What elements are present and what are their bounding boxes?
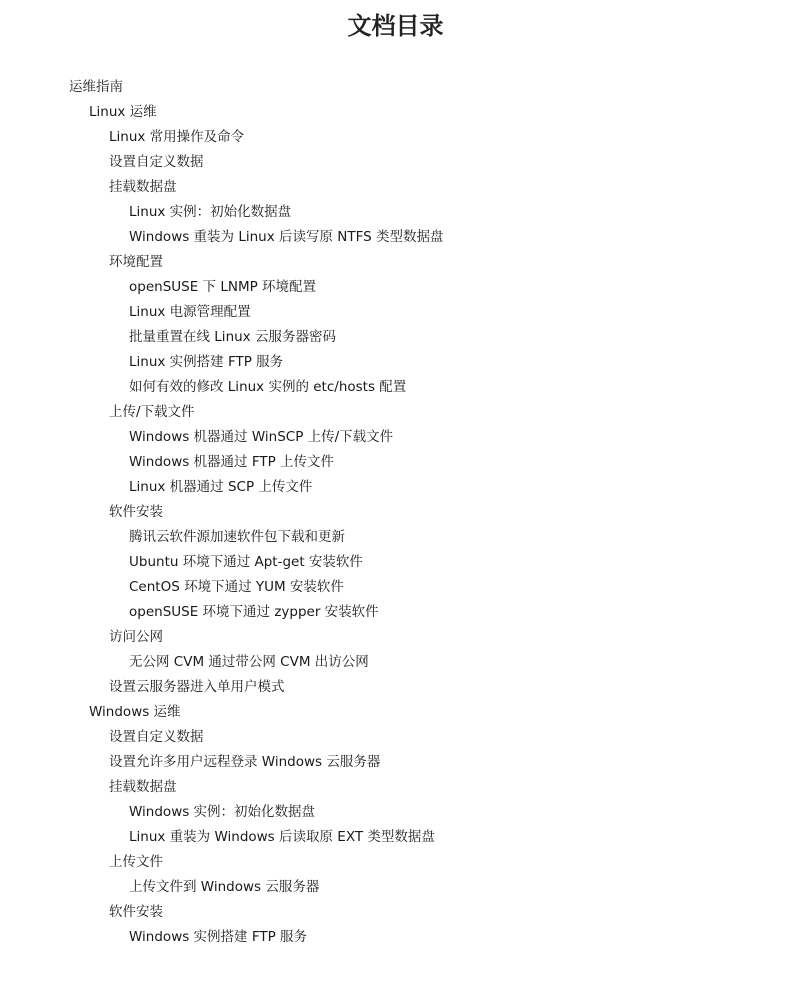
toc-entry[interactable]: 设置自定义数据 xyxy=(109,729,204,745)
toc-entry[interactable]: 运维指南 xyxy=(69,79,123,95)
toc-entry[interactable]: Windows 机器通过 FTP 上传文件 xyxy=(129,454,335,470)
toc-entry[interactable]: 上传/下载文件 xyxy=(109,404,195,420)
toc-entry[interactable]: Linux 机器通过 SCP 上传文件 xyxy=(129,479,313,495)
toc-entry[interactable]: 上传文件 xyxy=(109,854,163,870)
toc-entry[interactable]: Linux 实例搭建 FTP 服务 xyxy=(129,354,284,370)
toc-entry[interactable]: Windows 重装为 Linux 后读写原 NTFS 类型数据盘 xyxy=(129,229,444,245)
toc-entry[interactable]: 软件安装 xyxy=(109,904,163,920)
toc-entry[interactable]: openSUSE 下 LNMP 环境配置 xyxy=(129,279,317,295)
toc-entry[interactable]: openSUSE 环境下通过 zypper 安装软件 xyxy=(129,604,379,620)
toc-entry[interactable]: 批量重置在线 Linux 云服务器密码 xyxy=(129,329,336,345)
toc-entry[interactable]: 上传文件到 Windows 云服务器 xyxy=(129,879,320,895)
toc-entry[interactable]: 访问公网 xyxy=(109,629,163,645)
toc-entry[interactable]: Windows 运维 xyxy=(89,704,181,720)
toc-entry[interactable]: Ubuntu 环境下通过 Apt-get 安装软件 xyxy=(129,554,363,570)
toc-entry[interactable]: 环境配置 xyxy=(109,254,163,270)
toc-entry[interactable]: Linux 电源管理配置 xyxy=(129,304,251,320)
toc-entry[interactable]: CentOS 环境下通过 YUM 安装软件 xyxy=(129,579,344,595)
page-title: 文档目录 xyxy=(347,12,444,40)
toc-entry[interactable]: Linux 常用操作及命令 xyxy=(109,129,245,145)
toc-entry[interactable]: Linux 重装为 Windows 后读取原 EXT 类型数据盘 xyxy=(129,829,435,845)
toc-entry[interactable]: 腾讯云软件源加速软件包下载和更新 xyxy=(129,529,345,545)
toc-entry[interactable]: 设置允许多用户远程登录 Windows 云服务器 xyxy=(109,754,381,770)
toc-entry[interactable]: Windows 实例搭建 FTP 服务 xyxy=(129,929,308,945)
toc-entry[interactable]: Windows 机器通过 WinSCP 上传/下载文件 xyxy=(129,429,394,445)
toc-entry[interactable]: 挂载数据盘 xyxy=(109,779,177,795)
toc-entry[interactable]: Windows 实例：初始化数据盘 xyxy=(129,804,316,820)
toc-entry[interactable]: 挂载数据盘 xyxy=(109,179,177,195)
toc-entry[interactable]: 设置自定义数据 xyxy=(109,154,204,170)
toc-entry[interactable]: 如何有效的修改 Linux 实例的 etc/hosts 配置 xyxy=(129,379,407,395)
table-of-contents xyxy=(0,75,791,950)
toc-entry[interactable]: 设置云服务器进入单用户模式 xyxy=(109,679,285,695)
toc-entry[interactable]: Linux 实例：初始化数据盘 xyxy=(129,204,292,220)
toc-entry[interactable]: 无公网 CVM 通过带公网 CVM 出访公网 xyxy=(129,654,369,670)
toc-entry[interactable]: Linux 运维 xyxy=(89,104,157,120)
toc-entry[interactable]: 软件安装 xyxy=(109,504,163,520)
